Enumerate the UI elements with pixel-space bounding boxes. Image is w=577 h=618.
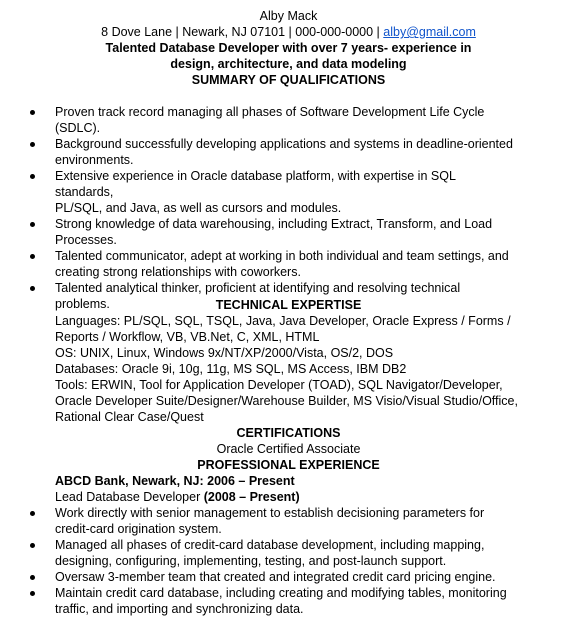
bullet-icon (30, 543, 35, 548)
employer-line: ABCD Bank, Newark, NJ: 2006 – Present (55, 474, 295, 488)
summary-list (0, 104, 577, 312)
list-item: Oversaw 3-member team that created and integrated credit card pricing engine. (0, 569, 515, 585)
address-phone: 8 Dove Lane | Newark, NJ 07101 | 000-000-0000 | (101, 25, 384, 39)
bullet-icon (30, 511, 35, 516)
list-item: Managed all phases of credit-card database development, including mapping, designing, configuring, implementing, testing, and post-launch support. (0, 537, 515, 569)
technical-heading: TECHNICAL EXPERTISE (215, 298, 362, 312)
list-item: Work directly with senior management to establish decisioning parameters for credit-card origination system. (0, 505, 515, 537)
list-item: Talented analytical thinker, proficient at identifying and resolving technical problems. (0, 280, 515, 312)
bullet-icon (30, 286, 35, 291)
tech-line: Oracle Developer Suite/Designer/Warehouse Builder, MS Visio/Visual Studio/Office, (55, 394, 518, 408)
bullet-icon (30, 254, 35, 259)
role-title: Lead Database Developer (55, 490, 204, 504)
certification-item: Oracle Certified Associate (216, 442, 361, 456)
bullet-icon (30, 222, 35, 227)
tech-line: Rational Clear Case/Quest (55, 410, 204, 424)
contact-line (0, 24, 577, 40)
bullet-icon (30, 591, 35, 596)
list-item: Background successfully developing applications and systems in deadline-oriented environments. (0, 136, 515, 168)
tech-line: Tools: ERWIN, Tool for Application Developer (TOAD), SQL Navigator/Developer, (55, 378, 503, 392)
certifications-heading: CERTIFICATIONS (236, 426, 341, 440)
technical-list (55, 313, 525, 425)
role-dates: (2008 – Present) (203, 490, 300, 504)
list-item: Strong knowledge of data warehousing, including Extract, Transform, and Load Processes. (0, 216, 515, 248)
list-item: Extensive experience in Oracle database platform, with expertise in SQL standards, PL/SQL, and Java, as well as cursors and modules. (0, 168, 515, 216)
experience-list (0, 505, 577, 617)
bullet-icon (30, 110, 35, 115)
list-item: Talented communicator, adept at working in both individual and team settings, and creating strong relationships with coworkers. (0, 248, 515, 280)
experience-heading: PROFESSIONAL EXPERIENCE (197, 458, 380, 472)
tech-line: Languages: PL/SQL, SQL, TSQL, Java, Java Developer, Oracle Express / Forms / (55, 314, 511, 328)
role-line (55, 489, 555, 505)
list-item: Maintain credit card database, including creating and modifying tables, monitoring traffic, and importing and synchronizing data. (0, 585, 515, 617)
list-item: Proven track record managing all phases of Software Development Life Cycle (SDLC). (0, 104, 515, 136)
tagline-line-1: Talented Database Developer with over 7 years- experience in (105, 41, 472, 55)
tagline-line-2: design, architecture, and data modeling (170, 57, 407, 71)
tech-line: Reports / Workflow, VB, VB.Net, C, XML, HTML (55, 330, 320, 344)
bullet-icon (30, 142, 35, 147)
tech-line: Databases: Oracle 9i, 10g, 11g, MS SQL, MS Access, IBM DB2 (55, 362, 407, 376)
bullet-icon (30, 174, 35, 179)
applicant-name: Alby Mack (259, 9, 318, 23)
summary-heading: SUMMARY OF QUALIFICATIONS (191, 73, 386, 87)
email-link[interactable]: alby@gmail.com (383, 25, 476, 39)
bullet-icon (30, 575, 35, 580)
tech-line: OS: UNIX, Linux, Windows 9x/NT/XP/2000/Vista, OS/2, DOS (55, 346, 394, 360)
